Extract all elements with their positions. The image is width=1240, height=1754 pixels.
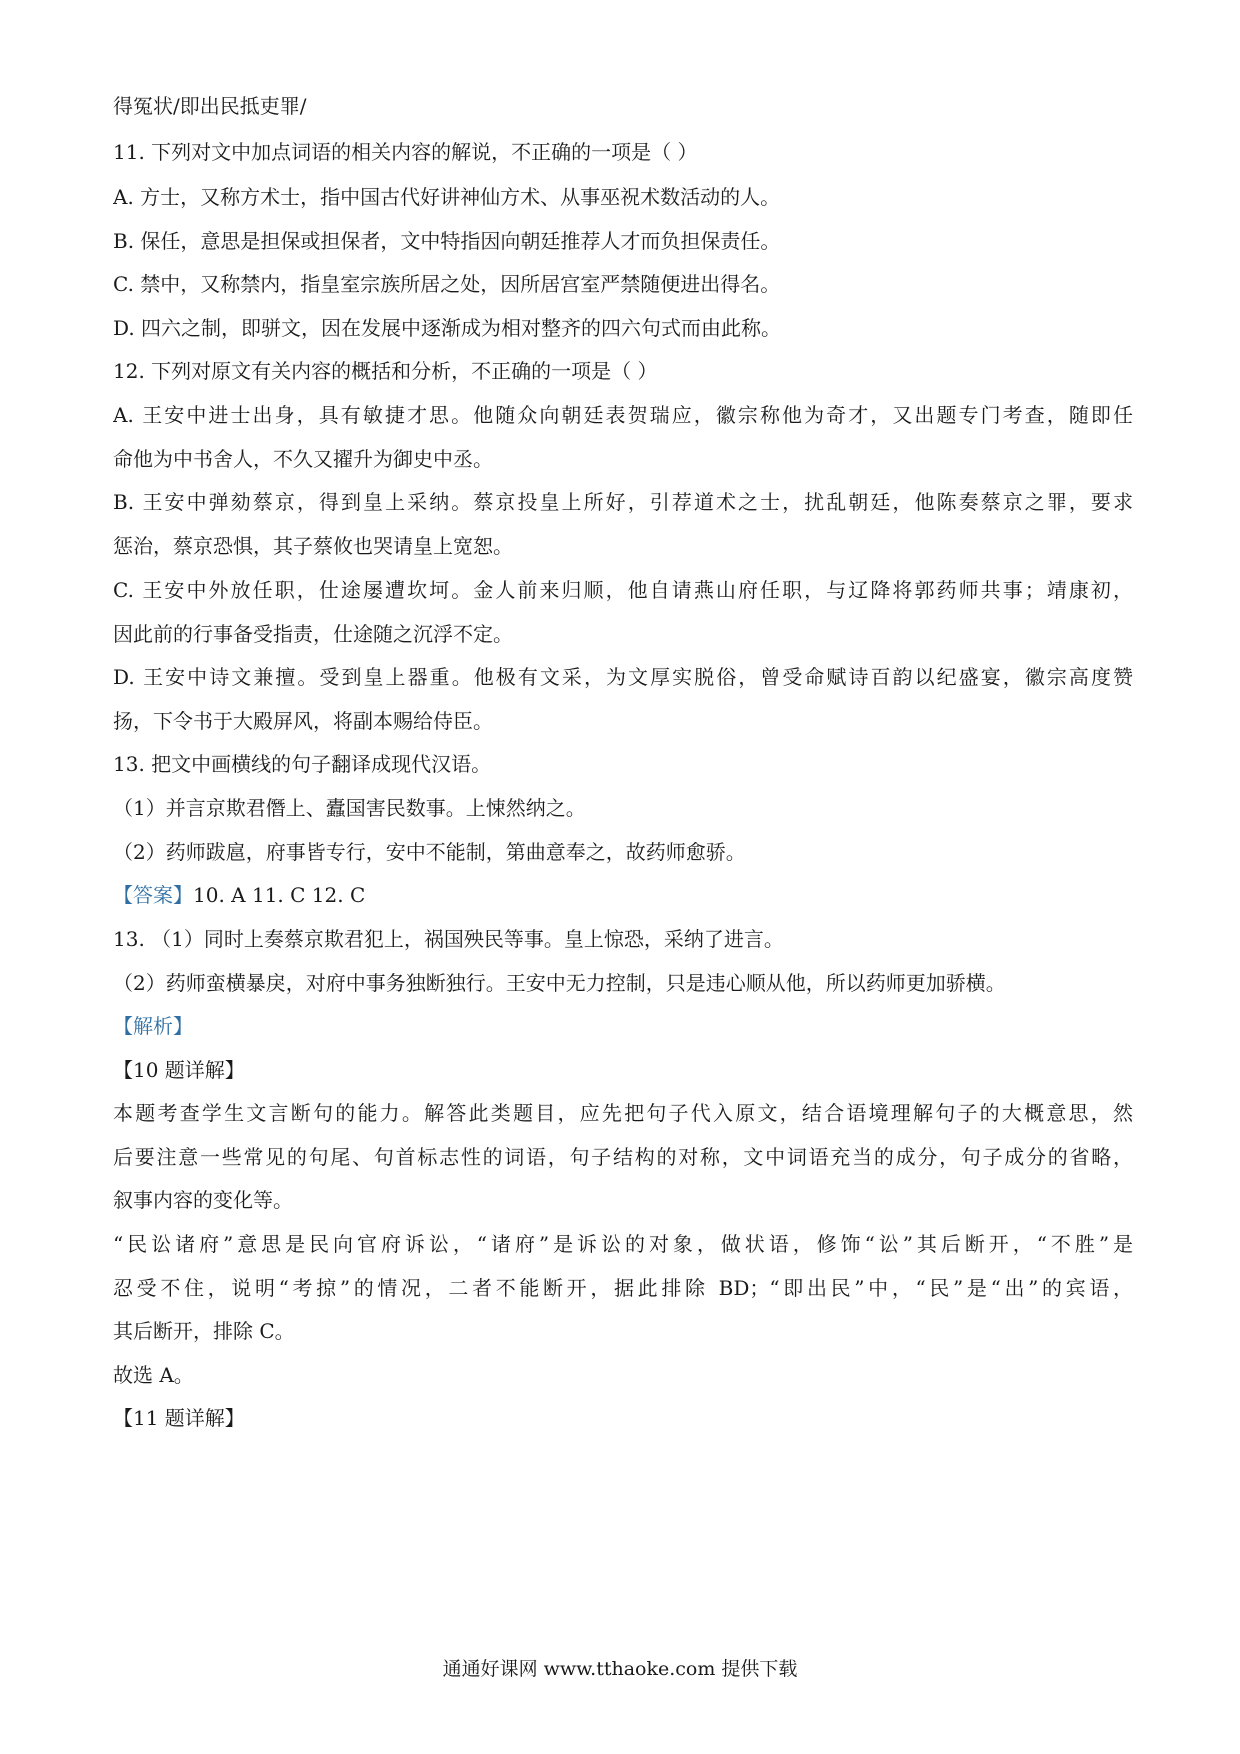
question-13-part-1: （1）并言京欺君僭上、蠹国害民数事。上悚然纳之。 [113, 796, 586, 820]
conclusion-line: 故选 A。 [113, 1363, 194, 1387]
answer-line [113, 881, 1133, 909]
analysis-paragraph: 忍受不住，说明“考掠”的情况，二者不能断开，据此排除 BD；“即出民”中，“民”是“出”的宾语， [113, 1276, 1133, 1300]
question-11-stem: 11. 下列对文中加点词语的相关内容的解说，不正确的一项是（ ） [113, 140, 698, 164]
text-line: 得冤状/即出民抵吏罪/ [113, 94, 307, 118]
question-12-option-a-cont: 命他为中书舍人，不久又擢升为御史中丞。 [113, 447, 493, 471]
analysis-paragraph: “民讼诸府”意思是民向官府诉讼，“诸府”是诉讼的对象，做状语，修饰“讼”其后断开，“不胜”是 [113, 1232, 1133, 1256]
question-11-option-d: D. 四六之制，即骈文，因在发展中逐渐成为相对整齐的四六句式而由此称。 [113, 316, 782, 340]
answer-values: 10. A 11. C 12. C [193, 883, 366, 907]
question-12-option-d: D. 王安中诗文兼擅。受到皇上器重。他极有文采，为文厚实脱俗，曾受命赋诗百韵以纪盛宴，徽宗高度赞 [113, 665, 1133, 689]
question-12-option-b: B. 王安中弹劾蔡京，得到皇上采纳。蔡京投皇上所好，引荐道术之士，扰乱朝廷，他陈奏蔡京之罪，要求 [113, 490, 1133, 514]
analysis-tag: 【解析】 [113, 1014, 193, 1038]
question-13-stem: 13. 把文中画横线的句子翻译成现代汉语。 [113, 752, 492, 776]
question-11-option-b: B. 保任，意思是担保或担保者，文中特指因向朝廷推荐人才而负担保责任。 [113, 229, 781, 253]
question-12-option-d-cont: 扬，下令书于大殿屏风，将副本赐给侍臣。 [113, 709, 493, 733]
answer-13-part-1: 13. （1）同时上奏蔡京欺君犯上，祸国殃民等事。皇上惊恐，采纳了进言。 [113, 927, 784, 951]
question-13-part-2: （2）药师跋扈，府事皆专行，安中不能制，第曲意奉之，故药师愈骄。 [113, 840, 746, 864]
analysis-paragraph: 本题考查学生文言断句的能力。解答此类题目，应先把句子代入原文，结合语境理解句子的大概意思，然 [113, 1101, 1133, 1125]
section-heading-11: 【11 题详解】 [113, 1406, 245, 1430]
section-heading-10: 【10 题详解】 [113, 1058, 245, 1082]
analysis-paragraph: 叙事内容的变化等。 [113, 1188, 293, 1212]
question-12-stem: 12. 下列对原文有关内容的概括和分析，不正确的一项是（ ） [113, 359, 658, 383]
answer-13-part-2: （2）药师蛮横暴戾，对府中事务独断独行。王安中无力控制，只是违心顺从他，所以药师更加骄横。 [113, 971, 1006, 995]
question-12-option-c: C. 王安中外放任职，仕途屡遭坎坷。金人前来归顺，他自请燕山府任职，与辽降将郭药师共事；靖康初， [113, 578, 1133, 602]
question-12-option-b-cont: 惩治，蔡京恐惧，其子蔡攸也哭请皇上宽恕。 [113, 534, 513, 558]
question-12-option-a: A. 王安中进士出身，具有敏捷才思。他随众向朝廷表贺瑞应，徽宗称他为奇才，又出题专门考查，随即任 [113, 403, 1133, 427]
question-11-option-c: C. 禁中，又称禁内，指皇室宗族所居之处，因所居宫室严禁随便进出得名。 [113, 272, 781, 296]
page-footer: 通通好课网 www.tthaoke.com 提供下载 [442, 1658, 798, 1680]
question-11-option-a: A. 方士，又称方术士，指中国古代好讲神仙方术、从事巫祝术数活动的人。 [113, 185, 781, 209]
question-12-option-c-cont: 因此前的行事备受指责，仕途随之沉浮不定。 [113, 622, 513, 646]
answer-tag: 【答案】 [113, 883, 193, 907]
analysis-paragraph: 后要注意一些常见的句尾、句首标志性的词语，句子结构的对称，文中词语充当的成分，句子成分的省略， [113, 1145, 1133, 1169]
analysis-paragraph: 其后断开，排除 C。 [113, 1319, 295, 1343]
